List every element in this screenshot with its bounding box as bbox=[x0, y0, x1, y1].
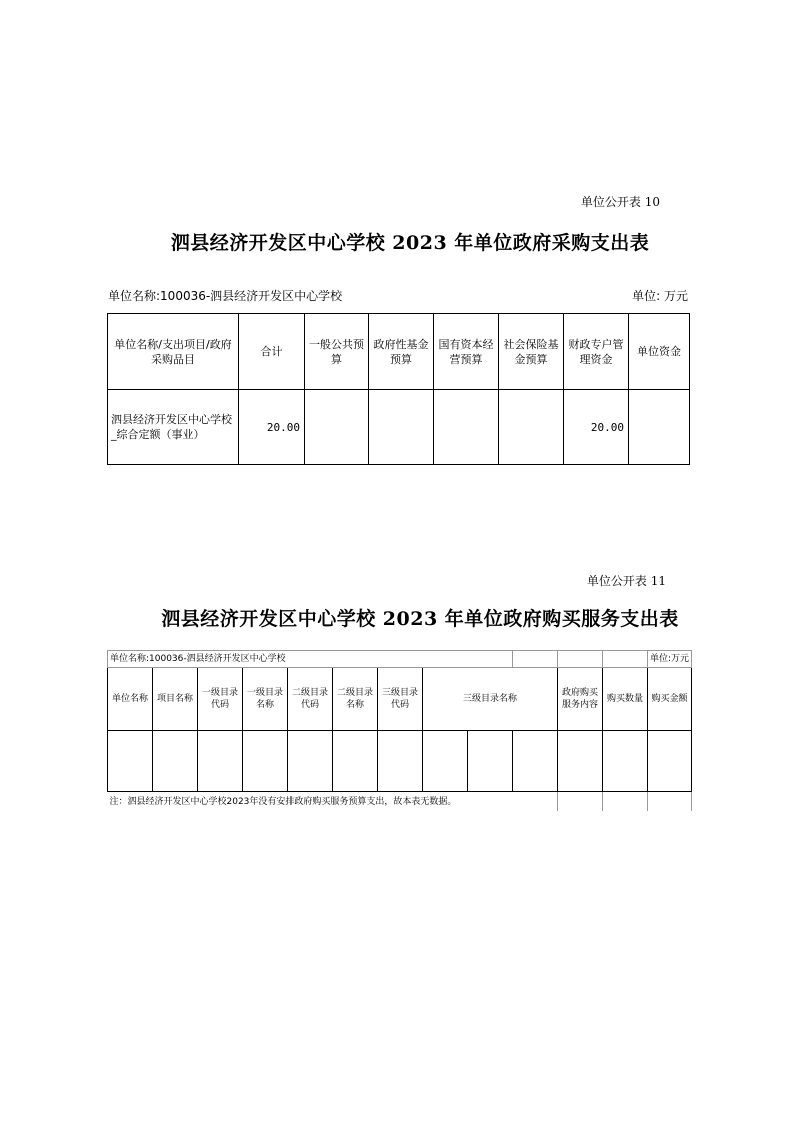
column-header: 单位名称/支出项目/政府采购品目 bbox=[108, 314, 239, 390]
table-cell bbox=[513, 731, 558, 792]
table-number: 单位公开表 10 bbox=[580, 195, 660, 209]
table-row bbox=[108, 731, 692, 792]
unit-name-row bbox=[108, 651, 692, 668]
column-header: 三级目录名称 bbox=[423, 668, 558, 731]
column-header: 财政专户管理资金 bbox=[564, 314, 629, 390]
table-row bbox=[108, 390, 690, 465]
table-number: 单位公开表 11 bbox=[586, 574, 666, 588]
column-header: 单位资金 bbox=[629, 314, 690, 390]
note-row bbox=[108, 792, 692, 812]
column-header: 购买数量 bbox=[603, 668, 648, 731]
table-cell bbox=[558, 651, 603, 668]
column-header: 政府性基金预算 bbox=[369, 314, 434, 390]
table-cell bbox=[369, 390, 434, 465]
page-title: 泗县经济开发区中心学校 2023 年单位政府采购支出表 bbox=[170, 232, 650, 254]
unit-name: 单位名称:100036-泗县经济开发区中心学校 bbox=[108, 289, 343, 303]
table-cell bbox=[513, 651, 558, 668]
table-cell bbox=[648, 792, 692, 812]
table-cell bbox=[603, 731, 648, 792]
table-cell bbox=[629, 390, 690, 465]
table-cell bbox=[468, 731, 513, 792]
table-cell bbox=[198, 731, 243, 792]
table-cell bbox=[288, 731, 333, 792]
column-header: 合计 bbox=[239, 314, 305, 390]
column-header: 社会保险基金预算 bbox=[499, 314, 564, 390]
currency-unit: 单位: 万元 bbox=[632, 289, 688, 303]
table-cell bbox=[558, 731, 603, 792]
column-header: 一级目录代码 bbox=[198, 668, 243, 731]
column-header: 单位名称 bbox=[108, 668, 153, 731]
table-cell bbox=[378, 731, 423, 792]
table-cell bbox=[423, 731, 468, 792]
column-header: 购买金额 bbox=[648, 668, 692, 731]
table-note: 注：泗县经济开发区中心学校2023年没有安排政府购买服务预算支出，故本表无数据。 bbox=[108, 792, 558, 812]
table-cell bbox=[434, 390, 499, 465]
page-title: 泗县经济开发区中心学校 2023 年单位政府购买服务支出表 bbox=[161, 608, 679, 630]
column-header: 二级目录代码 bbox=[288, 668, 333, 731]
table-cell bbox=[648, 731, 692, 792]
table-cell bbox=[558, 792, 603, 812]
table-cell bbox=[243, 731, 288, 792]
table-cell bbox=[603, 792, 648, 812]
table-cell bbox=[499, 390, 564, 465]
service-purchase-table bbox=[107, 650, 692, 811]
table-cell bbox=[603, 651, 648, 668]
table-cell bbox=[153, 731, 198, 792]
column-header: 三级目录代码 bbox=[378, 668, 423, 731]
column-header: 政府购买服务内容 bbox=[558, 668, 603, 731]
unit-name: 单位名称:100036-泗县经济开发区中心学校 bbox=[108, 651, 513, 668]
table-cell bbox=[333, 731, 378, 792]
table-cell bbox=[108, 731, 153, 792]
table-cell: 20.00 bbox=[239, 390, 305, 465]
table-cell bbox=[305, 390, 369, 465]
procurement-table bbox=[107, 313, 690, 465]
table-cell: 泗县经济开发区中心学校_综合定额（事业） bbox=[108, 390, 239, 465]
column-header: 国有资本经营预算 bbox=[434, 314, 499, 390]
column-header: 项目名称 bbox=[153, 668, 198, 731]
column-header: 一般公共预算 bbox=[305, 314, 369, 390]
currency-unit: 单位:万元 bbox=[648, 651, 692, 668]
table-cell: 20.00 bbox=[564, 390, 629, 465]
column-header: 一级目录名称 bbox=[243, 668, 288, 731]
table-header-row bbox=[108, 668, 692, 731]
column-header: 二级目录名称 bbox=[333, 668, 378, 731]
table-header-row bbox=[108, 314, 690, 390]
